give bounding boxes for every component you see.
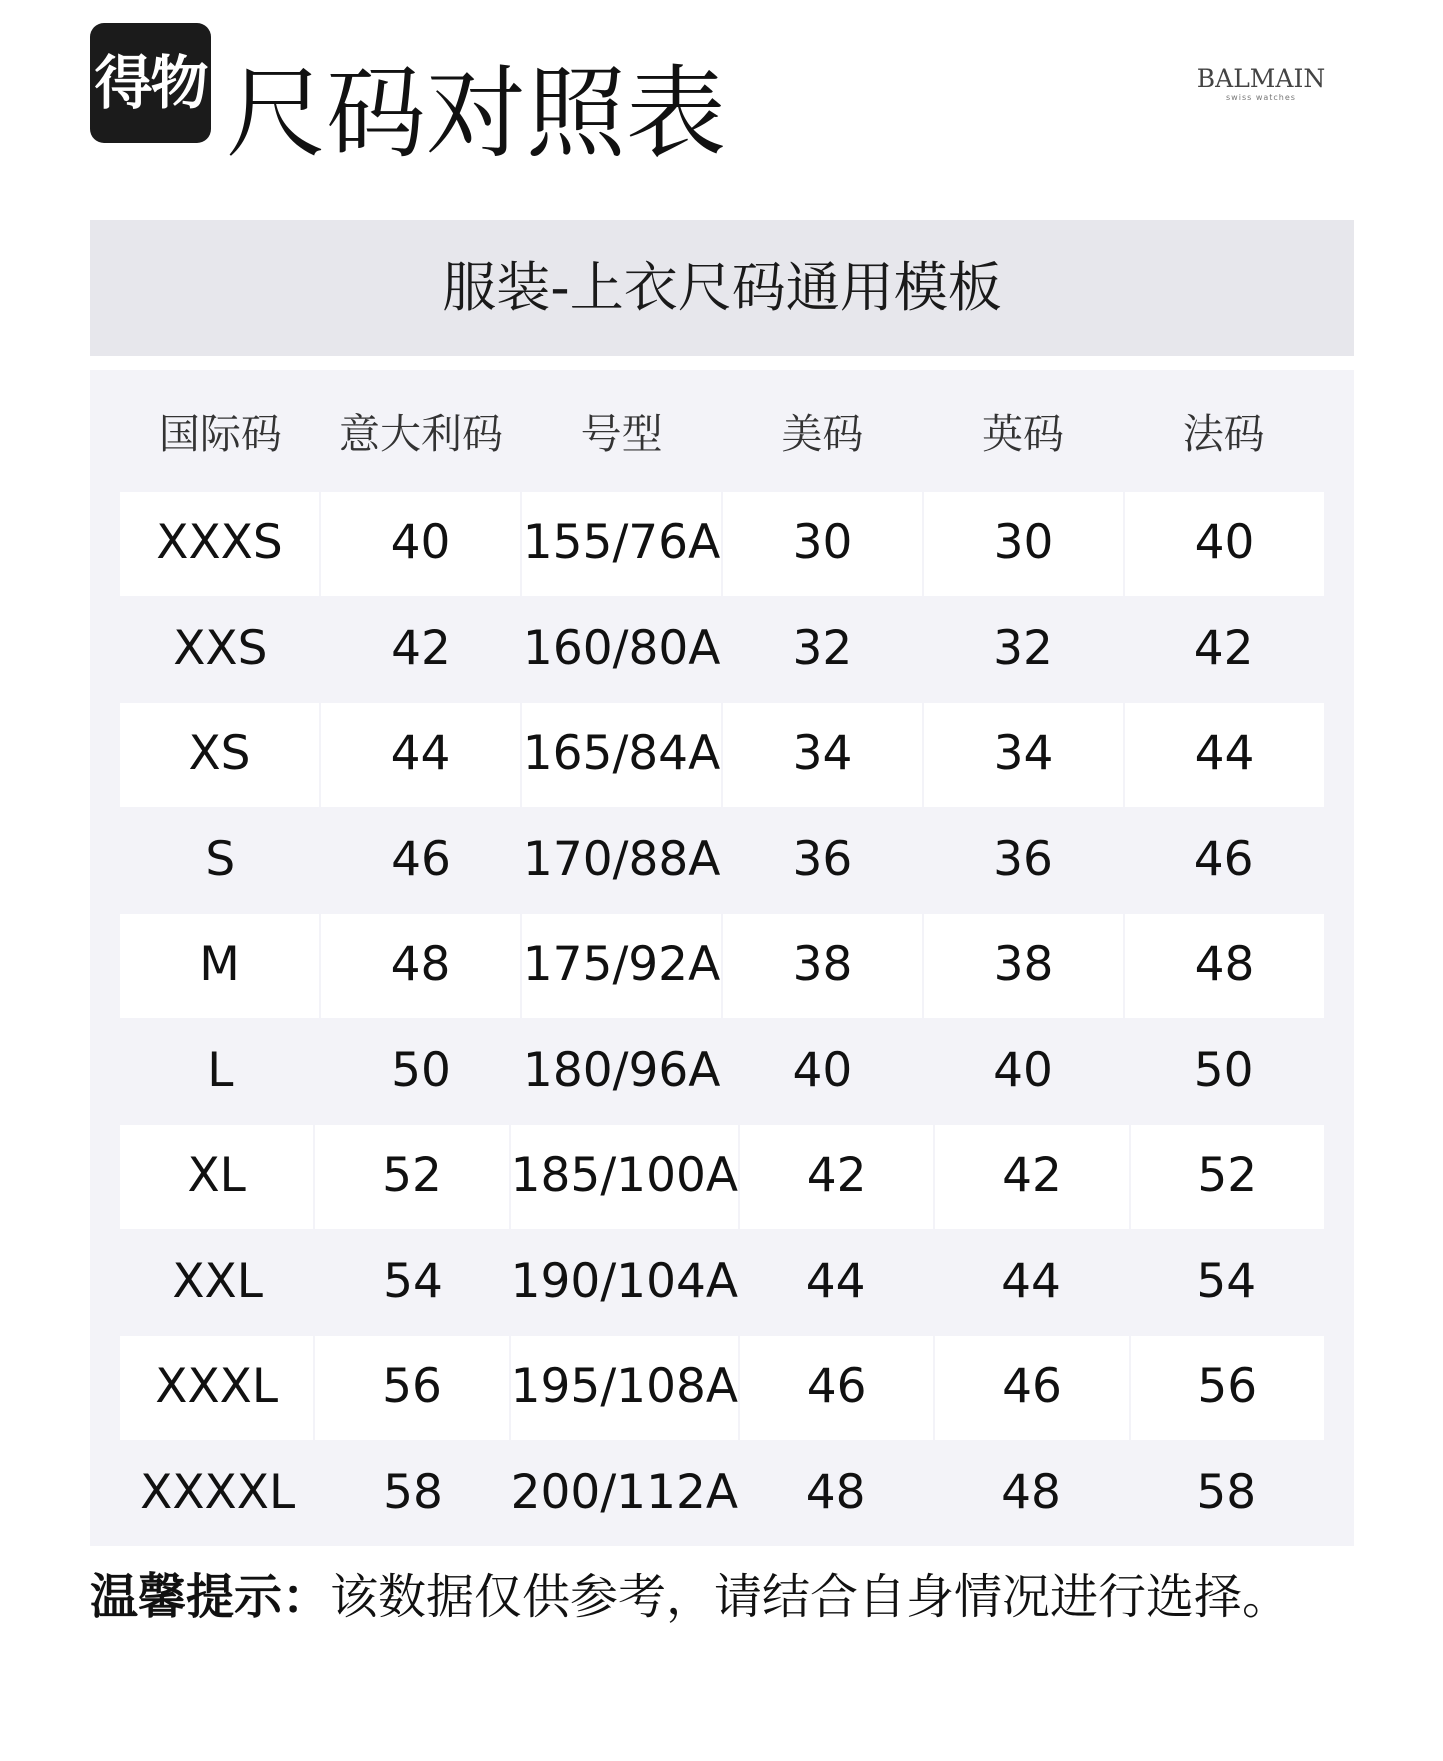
table-cell: 40 (993, 1042, 1053, 1098)
table-cell: 46 (391, 831, 451, 887)
brand-subtitle: swiss watches (1226, 93, 1296, 102)
table-cell: 30 (922, 490, 1123, 596)
table-row (120, 1440, 1324, 1546)
table-cell: 48 (319, 912, 520, 1018)
size-table (90, 370, 1354, 1546)
table-cell: 48 (1001, 1464, 1061, 1520)
table-row (120, 807, 1324, 913)
brand-name: BALMAIN (1196, 64, 1326, 93)
footer-text: 该数据仅供参考，请结合自身情况进行选择。 (330, 1569, 1291, 1625)
table-cell: XXXL (120, 1334, 313, 1440)
table-cell: 30 (721, 490, 922, 596)
table-cell: 48 (805, 1464, 866, 1520)
table-cell: 50 (391, 1042, 451, 1098)
table-cell: 44 (1123, 701, 1324, 807)
column-header: 号型 (580, 410, 663, 458)
table-cell: XXL (172, 1253, 263, 1309)
table-row (120, 1018, 1324, 1124)
table-body (120, 490, 1324, 1545)
table-cell: 52 (313, 1123, 508, 1229)
table-row (120, 1229, 1324, 1335)
table-cell: 56 (1129, 1334, 1324, 1440)
table-row (120, 490, 1324, 596)
column-header: 国际码 (158, 410, 282, 458)
table-cell: 32 (792, 620, 853, 676)
column-header: 美码 (781, 410, 864, 458)
dewu-logo: 得物 (90, 23, 211, 143)
table-row (120, 1123, 1324, 1229)
table-cell: 42 (1193, 620, 1254, 676)
table-cell: 170/88A (522, 831, 721, 887)
brand-logo (1190, 64, 1332, 102)
column-header: 意大利码 (339, 410, 503, 458)
table-cell: XXXXL (140, 1464, 296, 1520)
table-cell: 160/80A (522, 620, 721, 676)
table-cell: 34 (721, 701, 922, 807)
table-row (120, 596, 1324, 702)
table-cell: 185/100A (509, 1123, 738, 1229)
section-banner: 服装-上衣尺码通用模板 (90, 220, 1354, 356)
table-cell: L (207, 1042, 234, 1098)
table-cell: 38 (922, 912, 1123, 1018)
table-cell: 42 (391, 620, 451, 676)
table-cell: 42 (738, 1123, 933, 1229)
page-title: 尺码对照表 (226, 55, 726, 172)
table-cell: XXXS (120, 490, 319, 596)
table-cell: 190/104A (510, 1253, 739, 1309)
table-cell: 195/108A (509, 1334, 738, 1440)
table-cell: 200/112A (510, 1464, 739, 1520)
table-header-row (120, 390, 1324, 478)
table-cell: 180/96A (522, 1042, 721, 1098)
table-cell: S (205, 831, 236, 887)
table-cell: 48 (1123, 912, 1324, 1018)
column-header: 法码 (1182, 410, 1265, 458)
table-cell: XL (120, 1123, 313, 1229)
footer-label: 温馨提示： (90, 1569, 331, 1625)
table-cell: 165/84A (520, 701, 721, 807)
footer-note (90, 1562, 1290, 1632)
table-cell: M (120, 912, 319, 1018)
table-cell: 155/76A (520, 490, 721, 596)
table-cell: 44 (1001, 1253, 1061, 1309)
table-cell: 58 (1196, 1464, 1257, 1520)
table-cell: 50 (1193, 1042, 1254, 1098)
table-cell: 36 (792, 831, 853, 887)
table-cell: 46 (933, 1334, 1128, 1440)
column-header: 英码 (982, 410, 1065, 458)
table-cell: XXS (173, 620, 268, 676)
table-cell: 38 (721, 912, 922, 1018)
table-cell: 40 (319, 490, 520, 596)
table-cell: 32 (993, 620, 1053, 676)
table-cell: 52 (1129, 1123, 1324, 1229)
table-cell: 44 (319, 701, 520, 807)
table-cell: 46 (738, 1334, 933, 1440)
table-cell: 44 (805, 1253, 866, 1309)
table-cell: 40 (792, 1042, 853, 1098)
table-cell: 40 (1123, 490, 1324, 596)
table-cell: 54 (1196, 1253, 1257, 1309)
table-cell: 56 (313, 1334, 508, 1440)
table-row (120, 912, 1324, 1018)
table-cell: 36 (993, 831, 1053, 887)
table-cell: 58 (383, 1464, 443, 1520)
table-cell: 175/92A (520, 912, 721, 1018)
table-cell: 46 (1193, 831, 1254, 887)
table-cell: 42 (933, 1123, 1128, 1229)
table-cell: 34 (922, 701, 1123, 807)
table-cell: XS (120, 701, 319, 807)
table-row (120, 1334, 1324, 1440)
table-cell: 54 (383, 1253, 443, 1309)
table-row (120, 701, 1324, 807)
